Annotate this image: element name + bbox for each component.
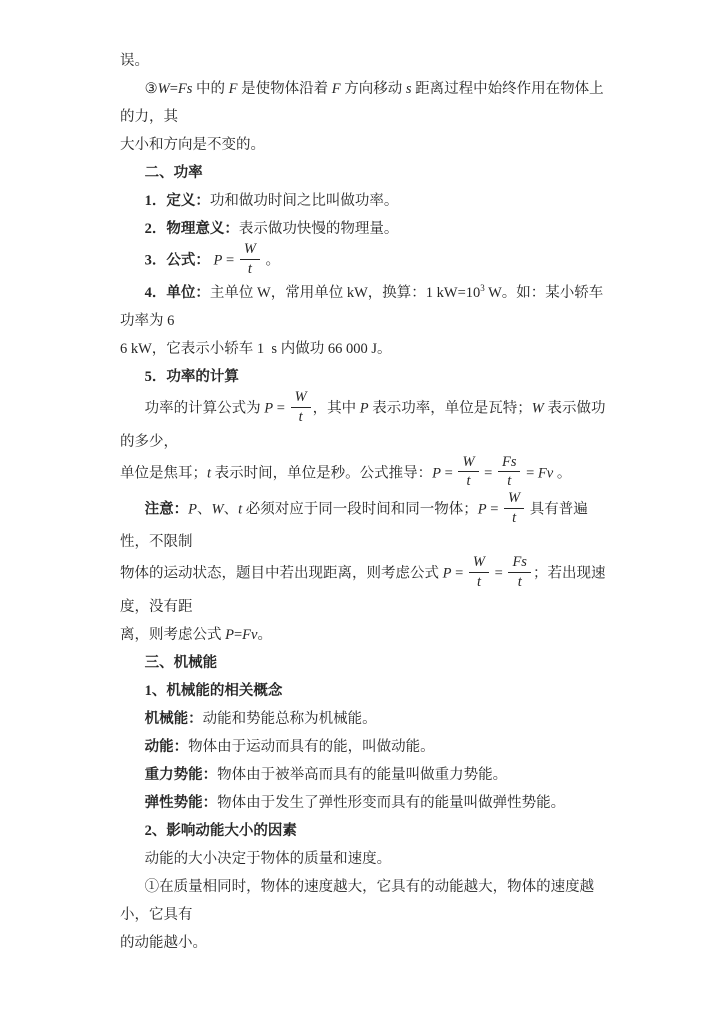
bold-text-run: 弹性势能：	[144, 794, 218, 811]
bold-text-run: 2．物理意义：	[144, 221, 239, 237]
superscript: 3	[480, 283, 485, 294]
heading-mechanical-energy	[120, 649, 616, 677]
text-run: 物体由于被举高而具有的能量叫做重力势能。	[217, 766, 508, 783]
bold-text-run: 动能：	[144, 738, 189, 755]
math-variable: P	[432, 465, 442, 482]
fraction-numerator: W	[240, 241, 260, 260]
text-run: 二、功率	[144, 165, 203, 181]
text-run: =	[273, 400, 289, 417]
text-run: 单位是焦耳；	[120, 465, 207, 482]
math-variable: P	[442, 565, 452, 582]
fraction-denominator: t	[507, 473, 512, 490]
text-run: =	[451, 565, 467, 582]
text-run: =	[169, 81, 178, 97]
math-variable: Fv	[242, 626, 258, 643]
text-run: 。	[553, 465, 572, 482]
heading-power	[120, 159, 616, 187]
text-run: =	[233, 626, 243, 643]
text-run: 是使物体沿着	[237, 81, 332, 97]
text-run: 动能和势能总称为机械能。	[202, 710, 377, 727]
text-run: 、	[197, 501, 212, 518]
paragraph-mechanical-energy	[120, 705, 616, 733]
text-run: 功和做功时间之比叫做功率。	[209, 193, 399, 209]
item-power-calculation	[120, 363, 616, 391]
fraction-formula	[508, 554, 531, 590]
heading-kinetic-factors	[120, 817, 616, 845]
text-run: 6 kW，它表示小轿车 1 s 内做功 66 000 J。	[120, 341, 392, 358]
item-formula	[120, 243, 616, 279]
fraction-denominator: t	[466, 473, 471, 490]
document-content	[120, 47, 616, 957]
fraction-numerator: Fs	[508, 554, 531, 573]
fraction-denominator: t	[517, 574, 522, 591]
fraction-numerator: W	[469, 554, 489, 573]
fraction-numerator: Fs	[498, 454, 521, 473]
item-definition	[120, 187, 616, 215]
math-variable: s	[405, 81, 412, 97]
fraction-denominator: t	[476, 574, 481, 591]
bold-text-run: 机械能：	[144, 710, 203, 727]
text-run: 1、机械能的相关概念	[144, 682, 283, 699]
fraction-formula	[498, 454, 521, 490]
text-run: 表示时间，单位是秒。公式推导：	[211, 465, 433, 482]
math-variable: t	[238, 501, 243, 518]
text-run: 动能的大小决定于物体的质量和速度。	[144, 850, 392, 867]
text-run: 距离过程中始终作用在物体上的力，其	[120, 81, 604, 125]
math-variable: Fs	[177, 81, 193, 97]
fraction-formula	[504, 490, 524, 526]
bold-text-run: 3．公式：	[144, 252, 210, 269]
text-run: =	[491, 565, 507, 582]
text-run: 。	[261, 252, 281, 269]
text-run: 物体由于发生了弹性形变而具有的能量叫做弹性势能。	[217, 794, 566, 811]
text-run: 方向移动	[340, 81, 406, 97]
paragraph-gravitational-pe	[120, 761, 616, 789]
math-variable: Fv	[537, 465, 554, 482]
math-variable: F	[228, 81, 238, 97]
paragraph-carryover	[120, 47, 616, 75]
fraction-numerator: W	[291, 389, 311, 408]
text-run: W。如：某小轿车功率为 6	[120, 285, 604, 330]
math-variable: P	[264, 400, 274, 417]
paragraph-kinetic-energy	[120, 733, 616, 761]
fraction-formula	[458, 454, 478, 490]
fraction-numerator: W	[458, 454, 478, 473]
text-run: 物体由于运动而具有的能，叫做动能。	[188, 738, 435, 755]
text-run: 2、影响动能大小的因素	[144, 822, 297, 839]
text-run: 三、机械能	[144, 654, 218, 671]
text-run: 表示功率，单位是瓦特；	[368, 400, 532, 417]
bold-text-run: 4．单位：	[144, 285, 210, 302]
text-run: =	[486, 501, 503, 518]
text-run: ③	[144, 81, 158, 97]
text-run: =	[222, 252, 238, 269]
fraction-formula	[469, 554, 489, 590]
math-variable: P	[225, 626, 234, 643]
text-run: 功率的计算公式为	[144, 400, 265, 417]
text-run: 具有普遍性，不限制	[120, 501, 588, 551]
math-variable: W	[211, 501, 224, 518]
math-variable: P	[359, 400, 369, 417]
bold-text-run: 5．功率的计算	[144, 369, 239, 386]
text-run: =	[480, 465, 496, 482]
paragraph-calc-formula	[120, 391, 616, 492]
paragraph-same-mass	[120, 873, 616, 957]
math-variable: P	[213, 252, 223, 269]
text-run: ①在质量相同时，物体的速度越大，它具有的动能越大，物体的速度越小，它具有	[120, 878, 595, 923]
math-variable: F	[331, 81, 341, 97]
text-run: =	[441, 465, 457, 482]
math-variable: t	[207, 465, 212, 482]
text-run: 误。	[120, 53, 149, 69]
text-run: 必须对应于同一段时间和同一物体；	[242, 501, 478, 518]
fraction-numerator: W	[504, 490, 524, 509]
bold-text-run: 1．定义：	[144, 193, 210, 209]
fraction-formula	[240, 241, 260, 277]
math-variable: P	[188, 501, 197, 518]
text-run: 主单位 W，常用单位 kW，换算：1 kW=10	[209, 285, 481, 302]
bold-text-run: 重力势能：	[144, 766, 218, 783]
text-run: 离，则考虑公式	[120, 626, 226, 643]
bold-text-run: 注意：	[144, 501, 189, 518]
item-unit	[120, 279, 616, 363]
fraction-denominator: t	[298, 409, 303, 426]
text-run: =	[522, 465, 538, 482]
text-run: 大小和方向是不变的。	[120, 137, 265, 153]
math-variable: W	[157, 81, 170, 97]
fraction-denominator: t	[247, 260, 252, 277]
text-run: 。	[257, 626, 272, 643]
paragraph-elastic-pe	[120, 789, 616, 817]
text-run: 物体的运动状态，题目中若出现距离，则考虑公式	[120, 565, 443, 582]
paragraph-note3-work	[120, 75, 616, 159]
paragraph-attention	[120, 492, 616, 649]
text-run: 、	[223, 501, 239, 518]
math-variable: W	[531, 400, 544, 417]
fraction-formula	[291, 389, 311, 425]
fraction-denominator: t	[512, 509, 517, 526]
text-run: ，其中	[312, 400, 360, 417]
text-run: 表示做功的多少，	[120, 400, 606, 450]
text-run: 的动能越小。	[120, 934, 207, 951]
math-variable: P	[477, 501, 487, 518]
paragraph-kinetic-depends	[120, 845, 616, 873]
text-run: 中的	[192, 81, 229, 97]
item-physical-meaning	[120, 215, 616, 243]
text-run: ；若出现速度，没有距	[120, 565, 606, 615]
text-run: 表示做功快慢的物理量。	[238, 221, 399, 237]
heading-mech-concepts	[120, 677, 616, 705]
